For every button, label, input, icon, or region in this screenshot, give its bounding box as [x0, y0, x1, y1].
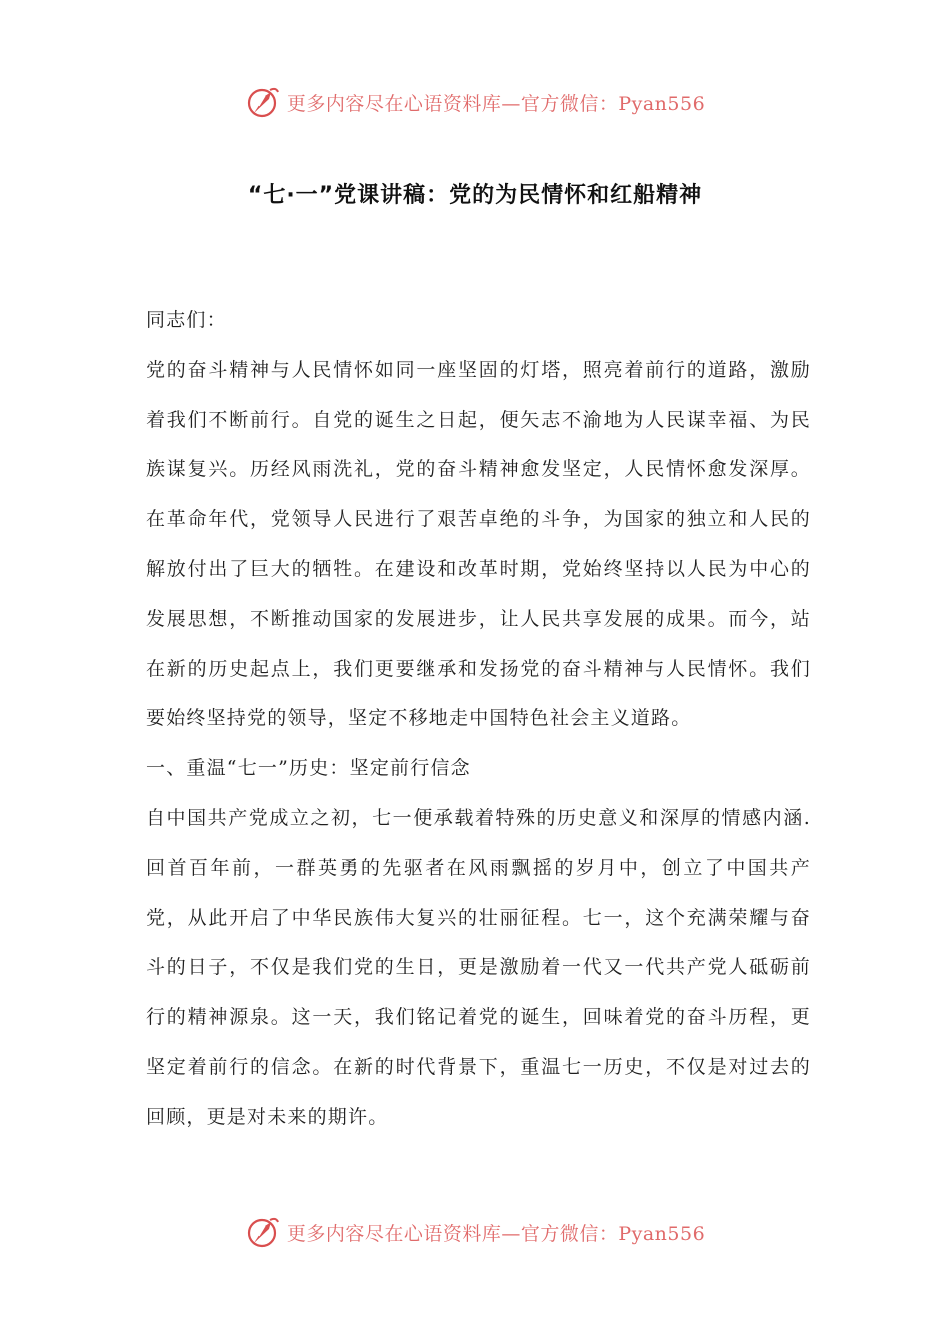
- watermark-banner-bottom: [0, 1212, 950, 1252]
- document-title: “七·一”党课讲稿：党的为民情怀和红船精神: [247, 183, 703, 208]
- document-body: [146, 296, 811, 1143]
- greeting: 同志们：: [146, 309, 227, 331]
- section-heading: 一、重温“七一”历史：坚定前行信念: [146, 757, 471, 780]
- section-paragraph: 自中国共产党成立之初，七一便承载着特殊的历史意义和深厚的情感内涵.回首百年前，一群英勇的先驱者在风雨飘摇的岁月中，创立了中国共产党，从此开启了中华民族伟大复兴的壮丽征程。七一，这个充满荣耀与奋斗的日子，不仅是我们党的生日，更是激励着一代又一代共产党人砥砺前行的精神源泉。这一天，我们铭记着党的诞生，回味着党的奋斗历程，更坚定着前行的信念。在新的时代背景下，重温七一历史，不仅是对过去的回顾，更是对未来的期许。: [146, 806, 811, 1128]
- watermark-text: 更多内容尽在心语资料库—官方微信：Pyan556: [286, 92, 706, 115]
- watermark-text: 更多内容尽在心语资料库—官方微信：Pyan556: [286, 1222, 706, 1245]
- body-paragraph: 党的奋斗精神与人民情怀如同一座坚固的灯塔，照亮着前行的道路，激励着我们不断前行。自党的诞生之日起，便矢志不渝地为人民谋幸福、为民族谋复兴。历经风雨洗礼，党的奋斗精神愈发坚定，人民情怀愈发深厚。在革命年代，党领导人民进行了艰苦卓绝的斗争，为国家的独立和人民的解放付出了巨大的牺牲。在建设和改革时期，党始终坚持以人民为中心的发展思想，不断推动国家的发展进步，让人民共享发展的成果。而今，站在新的历史起点上，我们更要继承和发扬党的奋斗精神与人民情怀。我们要始终坚持党的领导，坚定不移地走中国特色社会主义道路。: [146, 358, 811, 730]
- watermark-banner-top: [0, 82, 950, 122]
- pen-nib-circle-icon: [245, 84, 281, 120]
- pen-nib-circle-icon: [245, 1214, 281, 1250]
